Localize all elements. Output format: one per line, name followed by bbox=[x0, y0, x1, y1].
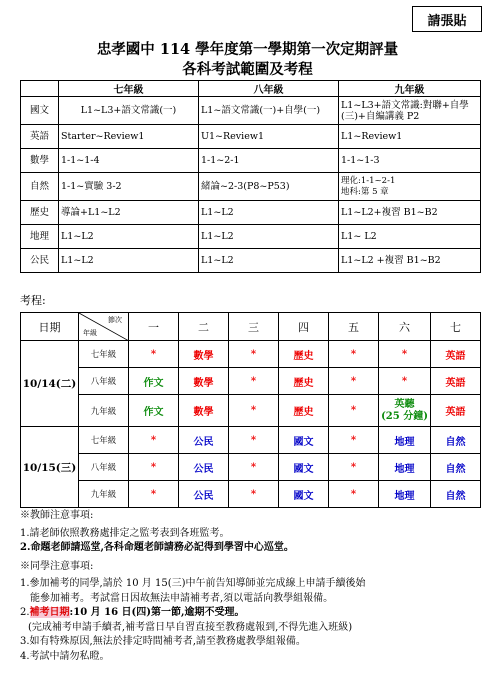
diag-grade-label: 年級 bbox=[83, 329, 97, 337]
student-note-2-prefix: 2. bbox=[20, 607, 30, 618]
schedule-cell: 公民 bbox=[179, 454, 229, 481]
scope-header-grade9: 九年級 bbox=[339, 81, 481, 97]
schedule-cell: 數學 bbox=[179, 395, 229, 427]
schedule-label: 考程: bbox=[20, 294, 46, 307]
schedule-cell: * bbox=[229, 481, 279, 508]
makeup-date-text: :10 月 16 日(四)第一節, bbox=[69, 607, 185, 618]
schedule-grade: 七年級 bbox=[79, 341, 129, 368]
date-header: 日期 bbox=[21, 313, 79, 341]
schedule-cell: * bbox=[329, 341, 379, 368]
schedule-cell: * bbox=[229, 368, 279, 395]
scope-cell: Starter~Review1 bbox=[59, 125, 199, 149]
scope-cell: 1-1~2-1 bbox=[199, 149, 339, 173]
scope-cell bbox=[339, 173, 481, 201]
schedule-cell: 數學 bbox=[179, 341, 229, 368]
listening-duration: (25 分鐘) bbox=[381, 410, 428, 422]
notes-section bbox=[20, 509, 490, 664]
schedule-row bbox=[21, 454, 481, 481]
schedule-cell: 地理 bbox=[379, 454, 431, 481]
schedule-date: 10/15(三) bbox=[21, 427, 79, 508]
schedule-cell: 歷史 bbox=[279, 368, 329, 395]
scope-cell: 緒論~2-3(P8~P53) bbox=[199, 173, 339, 201]
scope-cell: 1-1~實驗 3-2 bbox=[59, 173, 199, 201]
scope-row bbox=[21, 125, 481, 149]
student-note-1: 1.參加補考的同學,請於 10 月 15(三)中午前告知導師並完成線上申請手續後始 bbox=[20, 578, 366, 589]
scope-cell: L1~L3+語文常識(一) bbox=[59, 97, 199, 125]
schedule-grade: 八年級 bbox=[79, 454, 129, 481]
schedule-row bbox=[21, 395, 481, 427]
schedule-cell: 作文 bbox=[129, 368, 179, 395]
scope-row bbox=[21, 249, 481, 273]
schedule-cell: 自然 bbox=[431, 481, 481, 508]
schedule-cell: 公民 bbox=[179, 427, 229, 454]
scope-subject: 國文 bbox=[21, 97, 59, 125]
schedule-grade: 八年級 bbox=[79, 368, 129, 395]
schedule-cell: * bbox=[329, 427, 379, 454]
student-notes-heading: ※同學注意事項: bbox=[20, 560, 94, 572]
scope-subject: 公民 bbox=[21, 249, 59, 273]
exam-scope-table bbox=[20, 80, 481, 273]
schedule-cell: * bbox=[229, 454, 279, 481]
scope-row bbox=[21, 201, 481, 225]
schedule-cell: 歷史 bbox=[279, 395, 329, 427]
diag-period-label: 節次 bbox=[108, 316, 122, 324]
page-title: 忠孝國中 114 學年度第一學期第一次定期評量 bbox=[96, 41, 399, 58]
scope-row bbox=[21, 97, 481, 125]
period-header: 六 bbox=[379, 313, 431, 341]
scope-cell: L1~L2 +複習 B1~B2 bbox=[339, 249, 481, 273]
schedule-date: 10/14(二) bbox=[21, 341, 79, 427]
scope-cell: L1~L2 bbox=[199, 201, 339, 225]
student-note-2-cont: (完成補考申請手續者,補考當日早自習直接至教務處報到,不得先進入班級) bbox=[28, 621, 353, 633]
schedule-cell: * bbox=[129, 481, 179, 508]
schedule-cell: * bbox=[129, 454, 179, 481]
scope-row bbox=[21, 173, 481, 201]
schedule-row bbox=[21, 427, 481, 454]
schedule-cell: * bbox=[229, 395, 279, 427]
schedule-cell: * bbox=[229, 427, 279, 454]
period-header: 三 bbox=[229, 313, 279, 341]
schedule-cell bbox=[379, 395, 431, 427]
makeup-date-highlight: 補考日期 bbox=[29, 607, 70, 618]
schedule-cell: 英語 bbox=[431, 395, 481, 427]
schedule-row bbox=[21, 368, 481, 395]
scope-subject: 自然 bbox=[21, 173, 59, 201]
scope-subject: 地理 bbox=[21, 225, 59, 249]
schedule-cell: 地理 bbox=[379, 481, 431, 508]
schedule-cell: * bbox=[379, 341, 431, 368]
schedule-grade: 九年級 bbox=[79, 395, 129, 427]
scope-header-blank bbox=[21, 81, 59, 97]
scope-cell: L1~ L2 bbox=[339, 225, 481, 249]
schedule-cell: * bbox=[129, 427, 179, 454]
schedule-cell: * bbox=[329, 481, 379, 508]
schedule-cell: 國文 bbox=[279, 427, 329, 454]
scope-cell-line: 地科:第 5 章 bbox=[341, 186, 389, 197]
scope-cell: L1~L2 bbox=[199, 249, 339, 273]
scope-cell: L1~L3+語文常識:對聯+自學(三)+自編講義 P2 bbox=[339, 97, 481, 125]
student-note-2 bbox=[20, 606, 490, 621]
scope-subject: 歷史 bbox=[21, 201, 59, 225]
scope-row bbox=[21, 149, 481, 173]
schedule-row bbox=[21, 481, 481, 508]
schedule-cell: 國文 bbox=[279, 481, 329, 508]
scope-cell: L1~L2+複習 B1~B2 bbox=[339, 201, 481, 225]
schedule-cell: 英語 bbox=[431, 368, 481, 395]
scope-cell: L1~L2 bbox=[59, 225, 199, 249]
teacher-note-1: 1.請老師依照教務處排定之監考表到各班監考。 bbox=[20, 527, 230, 539]
schedule-cell: 歷史 bbox=[279, 341, 329, 368]
schedule-cell: 地理 bbox=[379, 427, 431, 454]
schedule-cell: * bbox=[229, 341, 279, 368]
schedule-header-row bbox=[21, 313, 481, 341]
student-note-4: 4.考試中請勿私瞪。 bbox=[20, 650, 110, 662]
teacher-note-2: 2.命題老師請巡堂,各科命題老師請務必記得到學習中心巡堂。 bbox=[20, 542, 294, 553]
scope-cell: 1-1~1-4 bbox=[59, 149, 199, 173]
schedule-cell: 作文 bbox=[129, 395, 179, 427]
period-header: 四 bbox=[279, 313, 329, 341]
schedule-cell: * bbox=[329, 454, 379, 481]
scope-cell: L1~L2 bbox=[199, 225, 339, 249]
period-header: 五 bbox=[329, 313, 379, 341]
exam-schedule-table bbox=[20, 312, 481, 508]
schedule-cell: * bbox=[329, 395, 379, 427]
schedule-cell: * bbox=[129, 341, 179, 368]
period-header: 二 bbox=[179, 313, 229, 341]
schedule-cell: 英語 bbox=[431, 341, 481, 368]
makeup-deadline-warning: 逾期不受理。 bbox=[184, 607, 245, 618]
page-subtitle: 各科考試範圍及考程 bbox=[182, 61, 313, 78]
scope-subject: 數學 bbox=[21, 149, 59, 173]
student-note-3: 3.如有特殊原因,無法於排定時間補考者,請至教務處教學組報備。 bbox=[20, 636, 306, 647]
schedule-row bbox=[21, 341, 481, 368]
listening-label: 英聽 bbox=[394, 398, 415, 410]
scope-header-row bbox=[21, 81, 481, 97]
scope-cell: U1~Review1 bbox=[199, 125, 339, 149]
period-header: 一 bbox=[129, 313, 179, 341]
schedule-cell: 自然 bbox=[431, 427, 481, 454]
please-post-badge: 請張貼 bbox=[412, 6, 482, 32]
scope-cell-line: 理化:1-1~2-1 bbox=[341, 175, 396, 186]
scope-cell: L1~語文常識(一)+自學(一) bbox=[199, 97, 339, 125]
scope-cell: L1~Review1 bbox=[339, 125, 481, 149]
scope-subject: 英語 bbox=[21, 125, 59, 149]
schedule-cell: * bbox=[379, 368, 431, 395]
diagonal-header bbox=[79, 313, 129, 341]
scope-cell: 導論+L1~L2 bbox=[59, 201, 199, 225]
schedule-cell: 數學 bbox=[179, 368, 229, 395]
scope-header-grade7: 七年級 bbox=[59, 81, 199, 97]
schedule-grade: 七年級 bbox=[79, 427, 129, 454]
period-header: 七 bbox=[431, 313, 481, 341]
scope-cell: 1-1~1-3 bbox=[339, 149, 481, 173]
scope-cell: L1~L2 bbox=[59, 249, 199, 273]
teacher-notes-heading: ※教師注意事項: bbox=[20, 510, 94, 521]
scope-row bbox=[21, 225, 481, 249]
schedule-cell: * bbox=[329, 368, 379, 395]
schedule-grade: 九年級 bbox=[79, 481, 129, 508]
schedule-cell: 自然 bbox=[431, 454, 481, 481]
schedule-cell: 公民 bbox=[179, 481, 229, 508]
student-note-1-cont: 能參加補考。考試當日因故無法申請補考者,須以電話向教學組報備。 bbox=[30, 592, 334, 604]
schedule-cell: 國文 bbox=[279, 454, 329, 481]
scope-header-grade8: 八年級 bbox=[199, 81, 339, 97]
